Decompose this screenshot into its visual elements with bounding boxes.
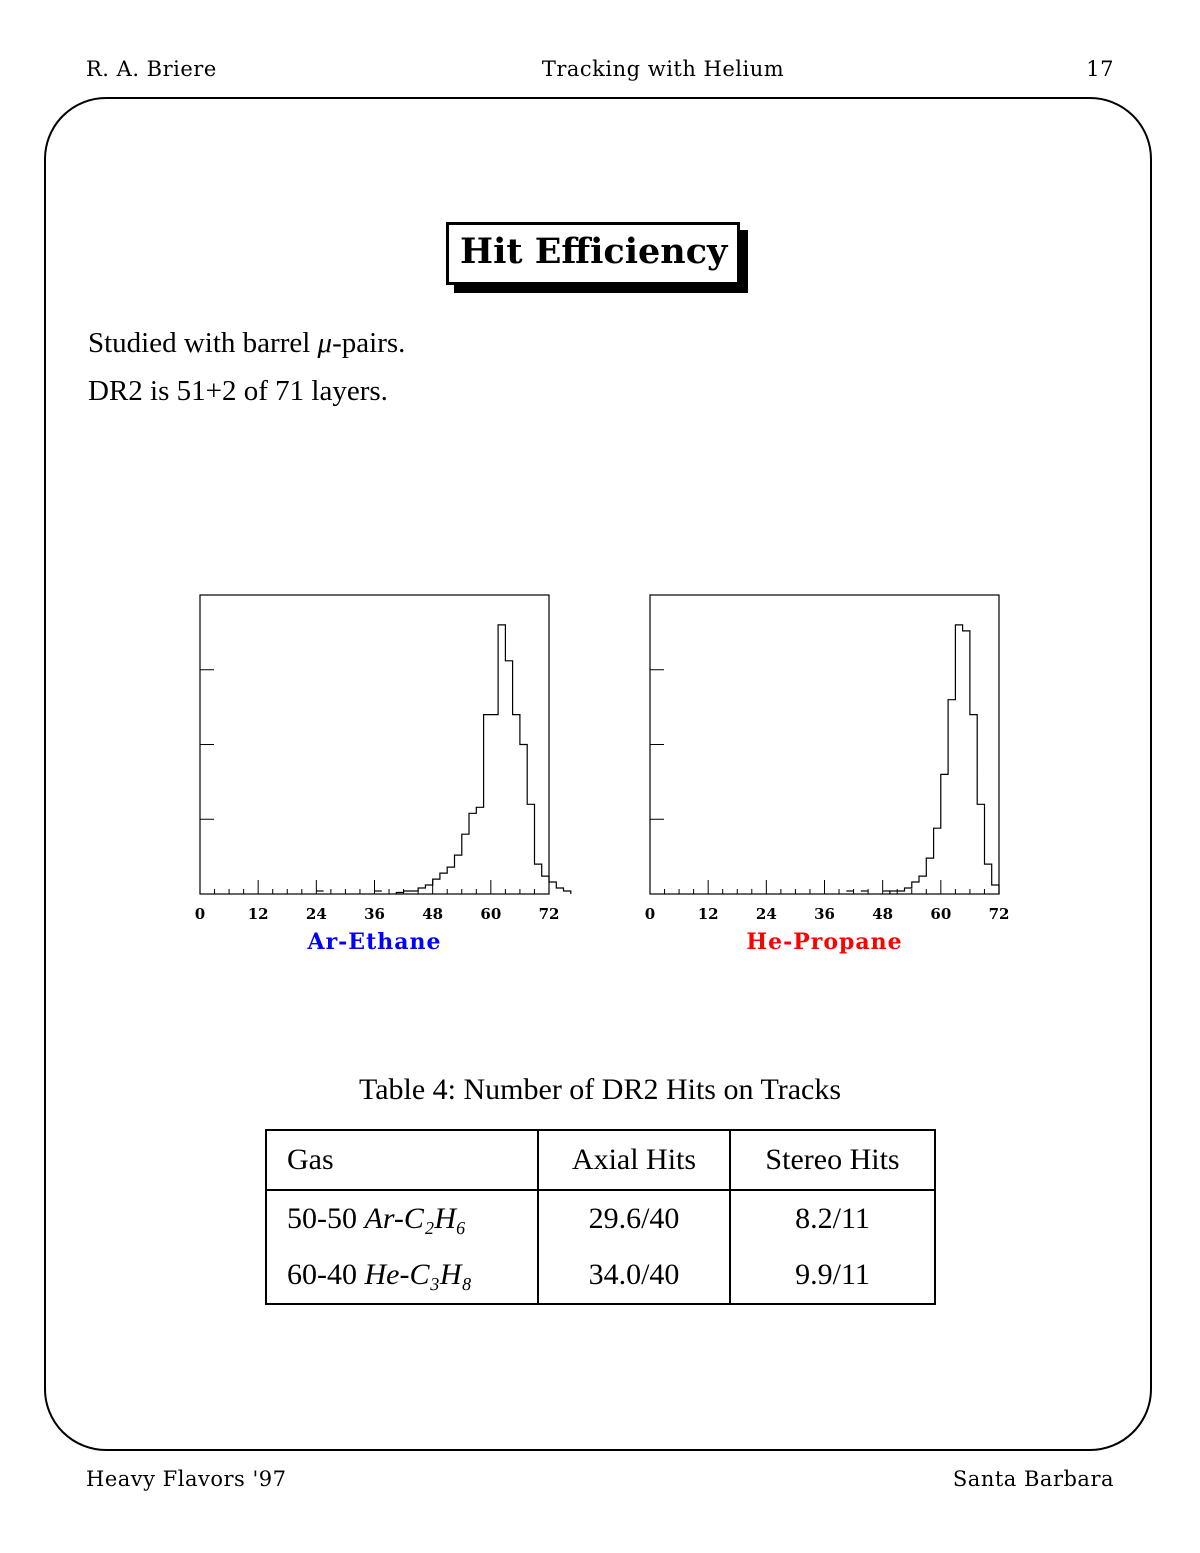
histogram-label: Ar-Ethane xyxy=(307,929,442,955)
header-author: R. A. Briere xyxy=(86,57,217,81)
cell-gas xyxy=(266,1247,538,1304)
gas-mix: 60-40 xyxy=(287,1258,365,1291)
intro-line-1 xyxy=(88,327,405,360)
gas-mix: 50-50 xyxy=(287,1202,365,1235)
cell-stereo: 8.2/11 xyxy=(730,1190,935,1247)
histogram-he-propane xyxy=(630,580,1030,964)
x-tick-label: 60 xyxy=(480,905,502,923)
x-tick-label: 12 xyxy=(247,905,269,923)
cell-stereo: 9.9/11 xyxy=(730,1247,935,1304)
table-header-row xyxy=(266,1130,935,1190)
column-header-gas: Gas xyxy=(266,1130,538,1190)
column-header-axial: Axial Hits xyxy=(538,1130,730,1190)
x-tick-label: 60 xyxy=(930,905,952,923)
histogram-he-propane-svg xyxy=(630,580,1030,960)
plot-frame xyxy=(650,595,999,894)
cell-axial: 29.6/40 xyxy=(538,1190,730,1247)
histogram-ar-ethane xyxy=(180,580,580,964)
cell-axial: 34.0/40 xyxy=(538,1247,730,1304)
x-tick-label: 72 xyxy=(538,905,560,923)
plot-frame xyxy=(200,595,549,894)
histogram-steps xyxy=(890,625,999,894)
x-tick-label: 12 xyxy=(697,905,719,923)
x-tick-label: 48 xyxy=(872,905,894,923)
intro-line-2: DR2 is 51+2 of 71 layers. xyxy=(88,375,388,407)
x-tick-label: 36 xyxy=(814,905,835,923)
table-row xyxy=(266,1190,935,1247)
x-tick-label: 36 xyxy=(364,905,385,923)
page-number: 17 xyxy=(1086,57,1114,81)
hits-table xyxy=(265,1129,936,1305)
x-tick-label: 0 xyxy=(644,905,656,923)
column-header-stereo: Stereo Hits xyxy=(730,1130,935,1190)
intro-line-1-suffix: -pairs. xyxy=(332,327,406,359)
x-tick-label: 72 xyxy=(988,905,1010,923)
histogram-ar-ethane-svg xyxy=(180,580,580,960)
histogram-label: He-Propane xyxy=(746,929,903,955)
x-tick-label: 0 xyxy=(194,905,206,923)
gas-formula: Ar-C₂H₆ xyxy=(364,1202,467,1235)
footer-conference: Heavy Flavors '97 xyxy=(86,1467,287,1491)
intro-line-1-prefix: Studied with barrel xyxy=(88,327,318,359)
footer-location: Santa Barbara xyxy=(952,1467,1114,1491)
slide-title: Hit Efficiency xyxy=(446,222,740,285)
header-title: Tracking with Helium xyxy=(541,57,785,81)
cell-gas xyxy=(266,1190,538,1247)
gas-formula: He-C₃H₈ xyxy=(364,1258,473,1291)
x-tick-label: 48 xyxy=(422,905,444,923)
table-caption: Table 4: Number of DR2 Hits on Tracks xyxy=(358,1073,842,1106)
x-tick-label: 24 xyxy=(305,905,327,923)
mu-symbol: μ xyxy=(317,327,333,359)
x-tick-label: 24 xyxy=(755,905,777,923)
histogram-steps xyxy=(396,625,571,894)
table-row xyxy=(266,1247,935,1304)
